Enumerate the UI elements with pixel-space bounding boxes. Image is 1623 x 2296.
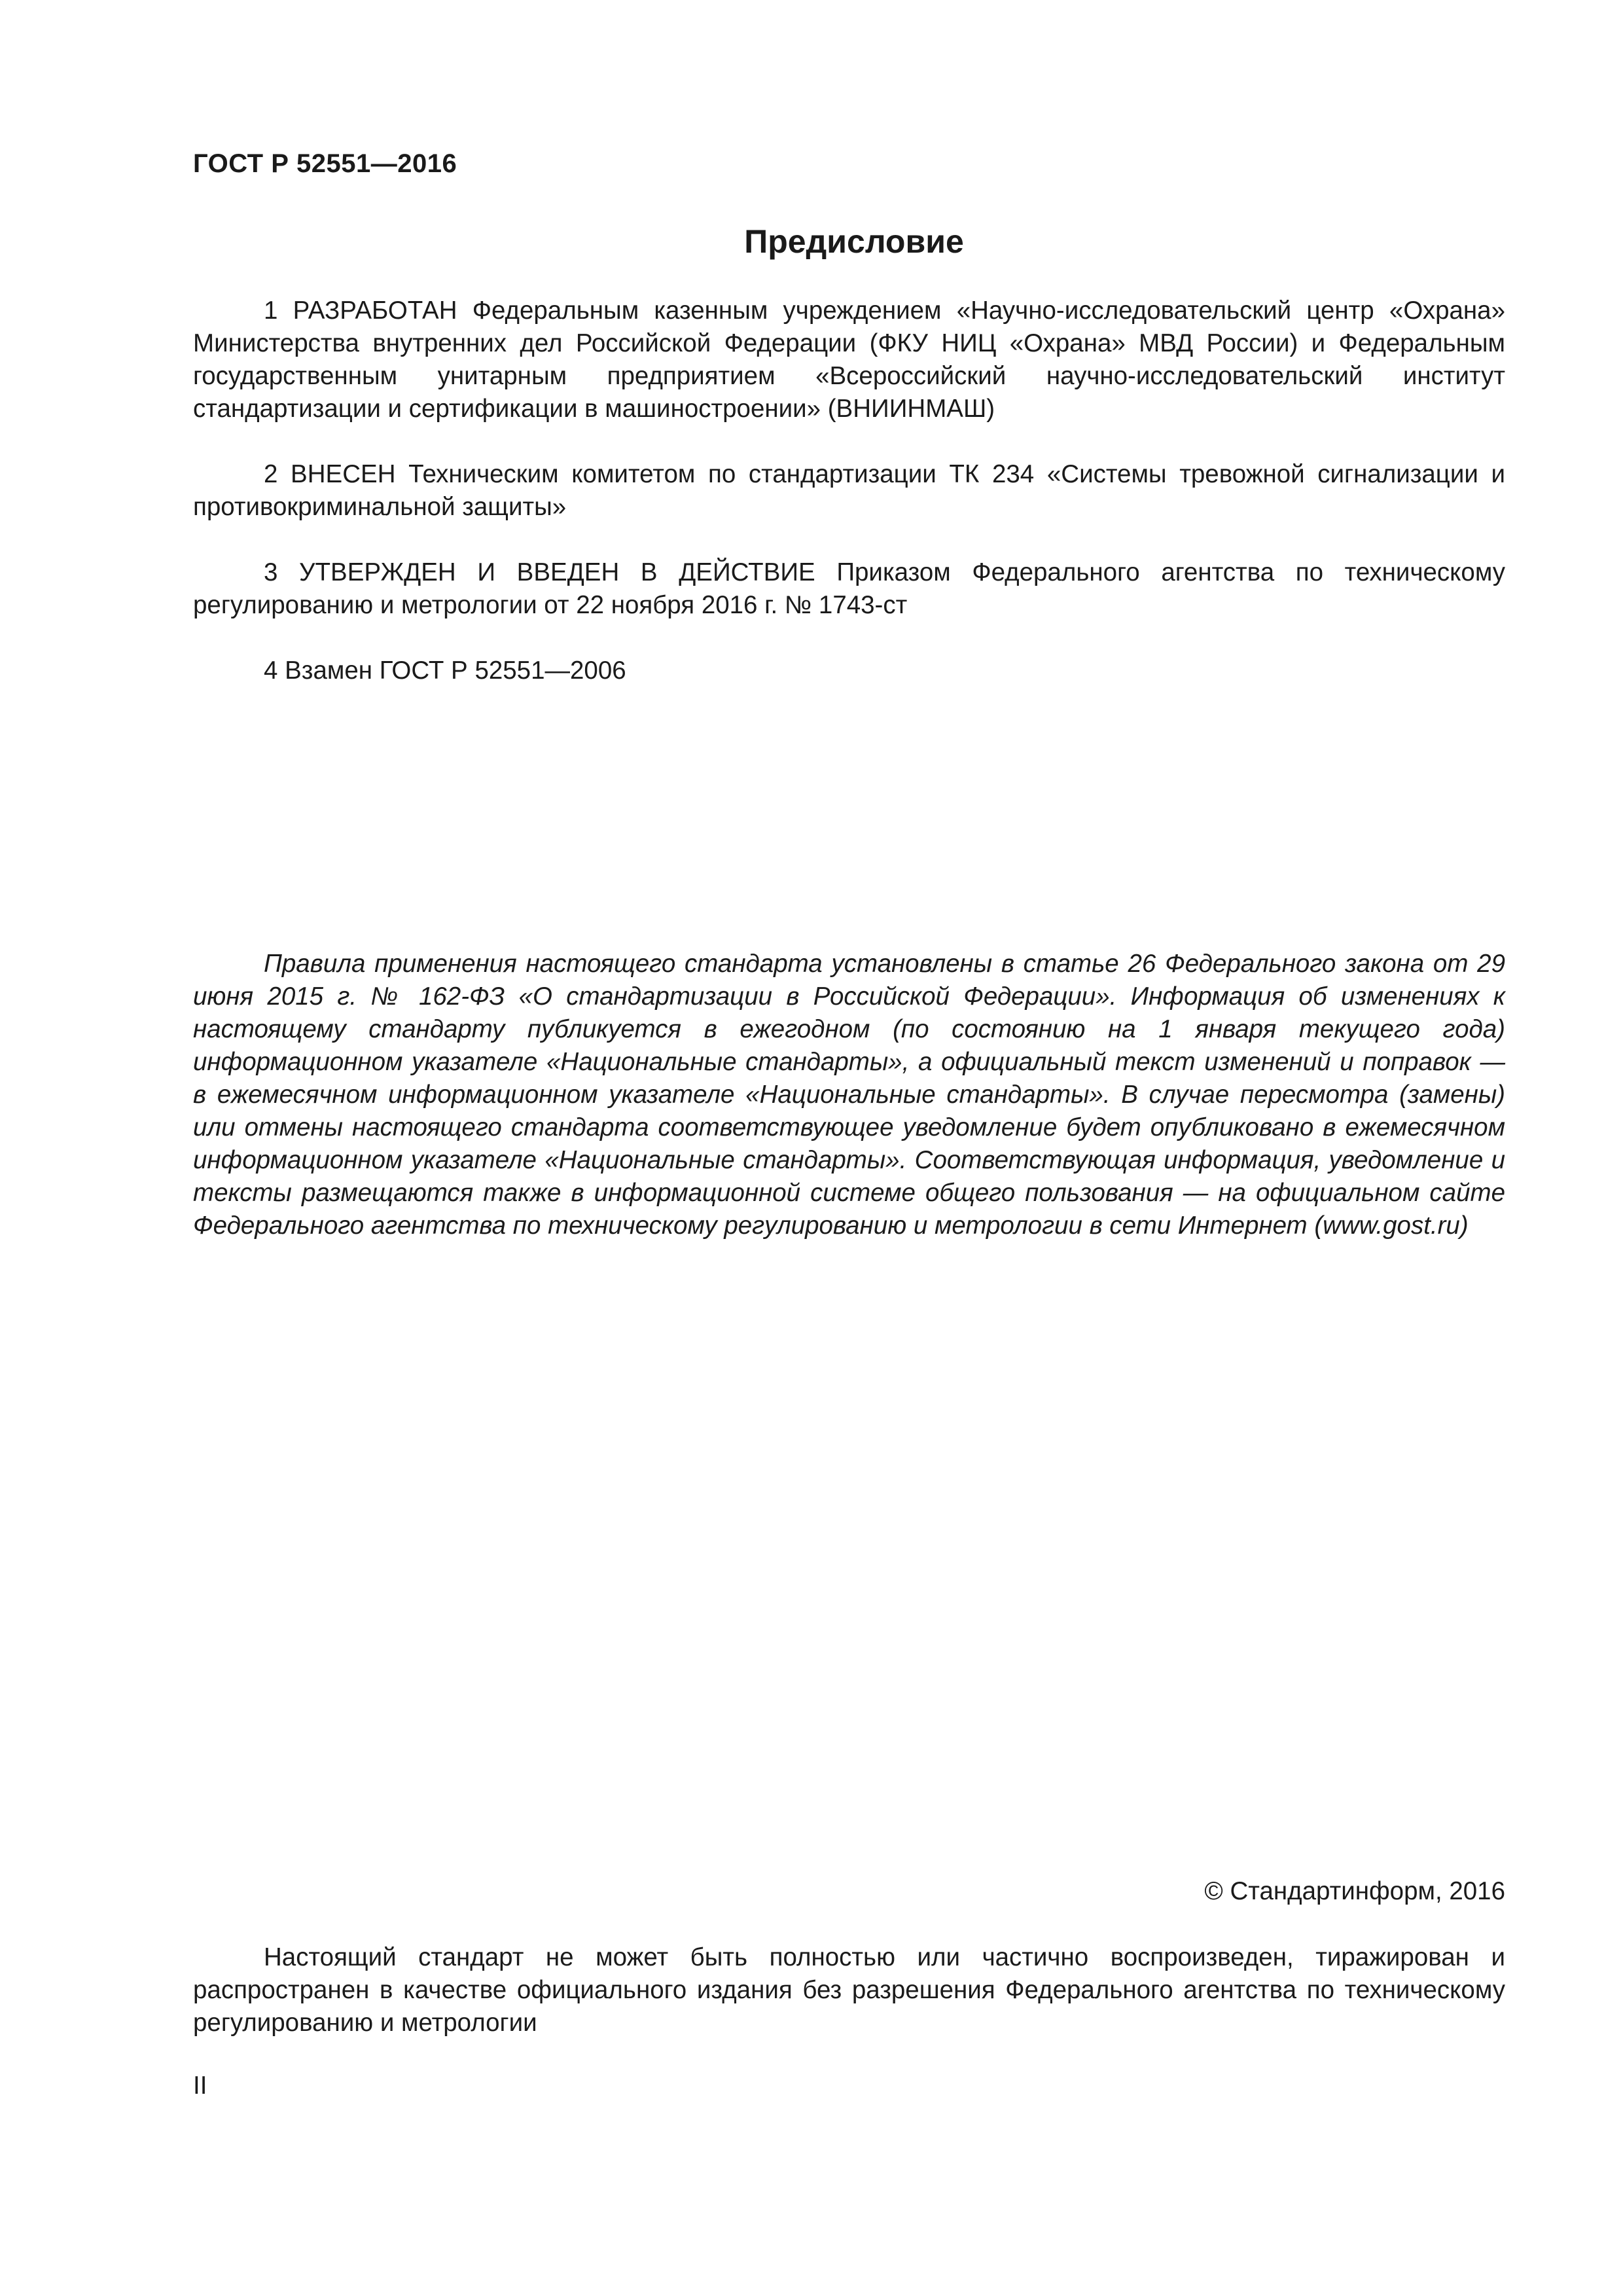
paragraph-text: 2 ВНЕСЕН Техническим комитетом по стандартизации ТК 234 «Системы тревожной сигнализации и противокриминальной защиты» [193,460,1505,521]
paragraph-text: 3 УТВЕРЖДЕН И ВВЕДЕН В ДЕЙСТВИЕ Приказом Федерального агентства по техническому регулированию и метрологии от 22 ноября 2016 г. № 1743-ст [193,558,1505,619]
paragraph-developed [193,295,1505,425]
rules-notice [193,948,1505,1242]
rules-notice-text: Правила применения настоящего стандарта установлены в статье 26 Федерального закона от 29 июня 2015 г. № 162-ФЗ «О стандартизации в Российской Федерации». Информация об изменениях к настоящему стандарту публикуется в ежегодном (по состоянию на 1 января текущего года) информационном указателе «Национальные стандарты», а официальный текст изменений и поправок — в ежемесячном информационном указателе «Национальные стандарты». В случае пересмотра (замены) или отмены настоящего стандарта соответствующее уведомление будет опубликовано в ежемесячном информационном указателе «Национальные стандарты». Соответствующая информация, уведомление и тексты размещаются также в информационной системе общего пользования — на официальном сайте Федерального агентства по техническому регулированию и метрологии в сети Интернет (www.gost.ru) [193,950,1505,1240]
paragraph-text: 1 РАЗРАБОТАН Федеральным казенным учреждением «Научно-исследовательский центр «Охрана» Министерства внутренних дел Российской Федерации (ФКУ НИЦ «Охрана» МВД России) и Федеральным государственным унитарным предприятием «Всероссийский научно-исследовательский институт стандартизации и сертификации в машиностроении» (ВНИИНМАШ) [193,296,1505,423]
paragraph-approved [193,556,1505,622]
paragraph-replaces [193,655,1505,687]
paragraph-text: 4 Взамен ГОСТ Р 52551—2006 [264,656,626,685]
page-title: Предисловие [744,223,964,260]
copyright: © Стандартинформ, 2016 [1204,1877,1505,1905]
paragraph-introduced [193,458,1505,524]
page-number: II [193,2072,207,2100]
reproduction-notice [193,1941,1505,2039]
reproduction-notice-text: Настоящий стандарт не может быть полностью или частично воспроизведен, тиражирован и распространен в качестве официального издания без разрешения Федерального агентства по техническому регулированию и метрологии [193,1943,1505,2037]
document-code: ГОСТ Р 52551—2016 [193,149,457,178]
